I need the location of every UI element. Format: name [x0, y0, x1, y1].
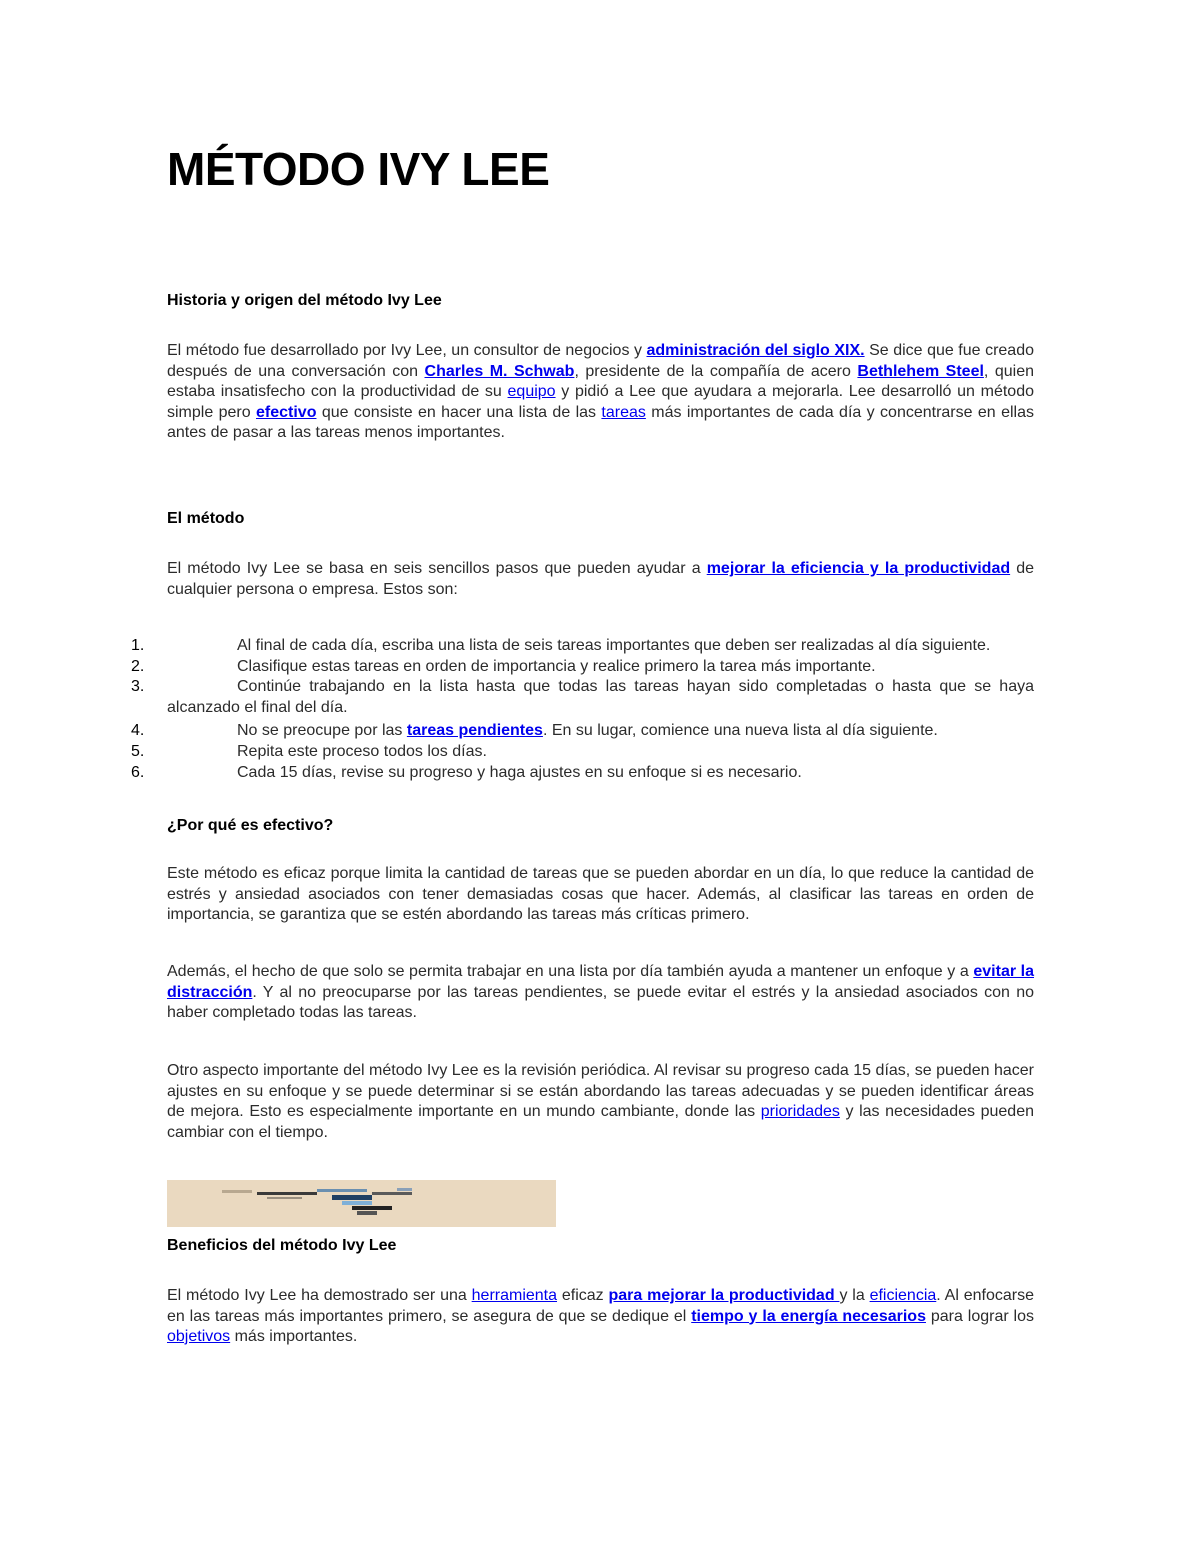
- paragraph-metodo: [167, 559, 1034, 600]
- text-span: El método Ivy Lee ha demostrado ser una: [167, 1287, 472, 1304]
- list-number: 1.: [131, 637, 145, 654]
- link-mejorar-eficiencia[interactable]: mejorar la eficiencia y la productividad: [706, 560, 1011, 577]
- link-equipo[interactable]: equipo: [507, 383, 556, 400]
- link-administracion[interactable]: administración del siglo XIX.: [646, 342, 865, 359]
- paragraph-por-que-3: [167, 1061, 1034, 1143]
- text-span: Otro aspecto importante del método Ivy Lee es la revisión periódica. Al revisar su progreso cada 15 días, se pueden hacer ajustes en su enfoque y se puede determinar si se están abordando las tareas adecuadas y se pueden identificar áreas de mejora. Esto es especialmente importante en un mundo cambiante, donde las: [167, 1062, 1034, 1120]
- link-tareas-pendientes[interactable]: tareas pendientes: [406, 722, 543, 739]
- text-span: y la: [839, 1287, 870, 1304]
- text-span: El método fue desarrollado por Ivy Lee, un consultor de negocios y: [167, 342, 647, 359]
- text-span: Se dice que fue creado después de una conversación con: [167, 342, 1034, 380]
- list-item-text: Clasifique estas tareas en orden de importancia y realice primero la tarea más importante.: [237, 657, 876, 675]
- link-bethlehem-steel[interactable]: Bethlehem Steel: [857, 362, 984, 380]
- text-span: . Y al no preocuparse por las tareas pendientes, se puede evitar el estrés y la ansiedad asociados con no haber completado todas las tareas.: [167, 983, 1034, 1021]
- heading-beneficios: Beneficios del método Ivy Lee: [167, 1237, 397, 1254]
- banner-image: [167, 1180, 556, 1227]
- banner-graphic: [167, 1180, 556, 1227]
- link-charles-schwab[interactable]: Charles M. Schwab: [424, 362, 575, 380]
- link-objetivos[interactable]: objetivos: [167, 1328, 231, 1345]
- link-para-mejorar[interactable]: para mejorar la productividad: [608, 1287, 840, 1304]
- text-span: más importantes.: [230, 1328, 358, 1345]
- paragraph-historia: [167, 341, 1034, 444]
- text-span: , quien estaba insatisfecho con la productividad de su: [167, 362, 1035, 400]
- heading-metodo: El método: [167, 510, 245, 527]
- text-span: , presidente de la compañía de acero: [574, 362, 858, 380]
- list-item-text: Cada 15 días, revise su progreso y haga ajustes en su enfoque si es necesario.: [237, 764, 802, 781]
- text-span: de cualquier persona o empresa. Estos son:: [167, 560, 1034, 598]
- steps-list: [0, 636, 1034, 784]
- page-title: MÉTODO IVY LEE: [167, 143, 550, 195]
- text-span: Además, el hecho de que solo se permita trabajar en una lista por día también ayuda a mantener un enfoque y a: [167, 963, 974, 980]
- text-span: para lograr los: [925, 1307, 1035, 1325]
- list-number: 2.: [131, 657, 145, 675]
- list-item: [0, 657, 1034, 678]
- heading-historia: Historia y origen del método Ivy Lee: [167, 292, 442, 309]
- text-span: El método Ivy Lee se basa en seis sencillos pasos que pueden ayudar a: [167, 560, 707, 577]
- text-span: . Al enfocarse en las tareas más importantes primero, se asegura de que se dedique el: [167, 1287, 1035, 1325]
- link-tiempo-energia[interactable]: tiempo y la energía necesarios: [691, 1307, 926, 1325]
- link-tareas[interactable]: tareas: [601, 403, 646, 421]
- text-span: y pidió a Lee que ayudara a mejorarla. Lee desarrolló un método simple pero: [167, 383, 1035, 421]
- link-eficiencia[interactable]: eficiencia: [869, 1287, 937, 1304]
- list-number: 3.: [131, 678, 145, 695]
- list-item: [0, 763, 1034, 784]
- list-item: [0, 636, 1034, 657]
- text-span: más importantes de cada día y concentrarse en ellas antes de pasar a las tareas menos importantes.: [167, 403, 1034, 441]
- heading-por-que: ¿Por qué es efectivo?: [167, 817, 334, 834]
- paragraph-por-que-2: [167, 962, 1034, 1024]
- text-span: que consiste en hacer una lista de las: [316, 403, 602, 421]
- paragraph-beneficios: [167, 1286, 1034, 1348]
- list-item-text: . En su lugar, comience una nueva lista al día siguiente.: [542, 722, 938, 739]
- link-herramienta[interactable]: herramienta: [471, 1287, 558, 1304]
- list-item: [0, 721, 1034, 742]
- list-number: 5.: [131, 742, 145, 760]
- text-span: eficaz: [557, 1287, 609, 1304]
- link-prioridades[interactable]: prioridades: [760, 1103, 840, 1120]
- paragraph-por-que-1: Este método es eficaz porque limita la cantidad de tareas que se pueden abordar en un día, lo que reduce la cantidad de estrés y ansiedad asociados con tener demasiadas cosas que hacer. Además, al clasificar las tareas en orden de importancia, se garantiza que se estén abordando las tareas más críticas primero.: [167, 865, 1034, 923]
- list-item-text: Repita este proceso todos los días.: [237, 742, 487, 760]
- list-item-text: Al final de cada día, escriba una lista de seis tareas importantes que deben ser realizadas al día siguiente.: [237, 637, 991, 654]
- text-span: y las necesidades pueden cambiar con el tiempo.: [167, 1103, 1034, 1141]
- link-efectivo[interactable]: efectivo: [256, 403, 317, 421]
- list-item-text: No se preocupe por las: [237, 722, 407, 739]
- list-number: 6.: [131, 764, 145, 781]
- link-evitar-distraccion[interactable]: evitar la distracción: [167, 963, 1035, 1001]
- list-item: [0, 742, 1034, 763]
- list-number: 4.: [131, 722, 145, 739]
- list-item: [0, 677, 1034, 718]
- list-item-text: Continúe trabajando en la lista hasta que todas las tareas hayan sido completadas o hasta que se haya alcanzado el final del día.: [167, 678, 1034, 716]
